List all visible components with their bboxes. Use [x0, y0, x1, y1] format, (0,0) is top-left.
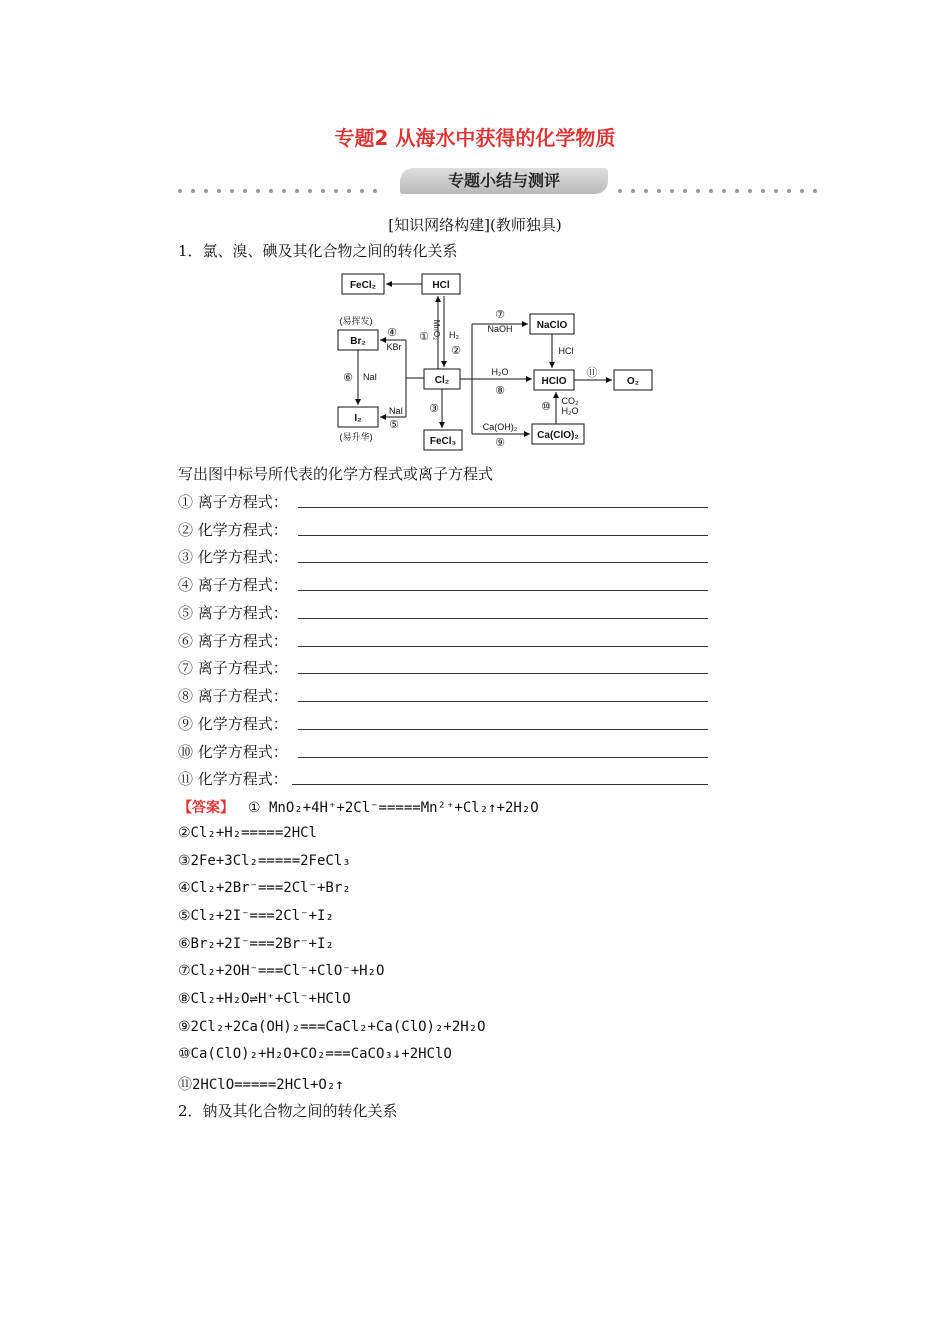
answer-8: ⑧Cl₂+H₂O⇌H⁺+Cl⁻+HClO [178, 991, 351, 1007]
fill-row-11 [178, 768, 288, 789]
reagent-hcl: HCl [558, 346, 574, 356]
num-8: ⑧ [495, 385, 505, 397]
note-volatile: (易挥发) [339, 316, 373, 326]
num-2: ② [451, 345, 461, 357]
fill-label-9: ⑨ 化学方程式： [178, 715, 288, 733]
fill-row-2 [178, 519, 288, 540]
label-br2: Br₂ [350, 336, 366, 347]
fill-label-6: ⑥ 离子方程式： [178, 632, 288, 650]
fill-blank-8[interactable] [298, 701, 708, 702]
label-hcl: HCl [432, 280, 450, 291]
fill-label-4: ④ 离子方程式： [178, 576, 288, 594]
num-11: ⑪ [586, 367, 598, 379]
fill-blank-2[interactable] [298, 535, 708, 536]
fill-row-7 [178, 657, 288, 678]
fill-label-1: ① 离子方程式： [178, 493, 288, 511]
answer-7: ⑦Cl₂+2OH⁻===Cl⁻+ClO⁻+H₂O [178, 963, 385, 979]
fill-row-9 [178, 713, 288, 734]
answer-line-1 [178, 797, 539, 817]
fill-label-7: ⑦ 离子方程式： [178, 659, 288, 677]
fill-blank-6[interactable] [298, 646, 708, 647]
label-fecl2: FeCl₂ [349, 280, 377, 291]
num-5: ⑤ [389, 419, 399, 431]
question-2: 2．钠及其化合物之间的转化关系 [178, 1102, 398, 1120]
note-sublime: (易升华) [339, 432, 373, 442]
label-fecl3: FeCl₃ [429, 436, 457, 447]
fill-blank-4[interactable] [298, 590, 708, 591]
instruction: 写出图中标号所代表的化学方程式或离子方程式 [178, 465, 494, 483]
conversion-diagram [330, 270, 660, 455]
fill-row-6 [178, 630, 288, 651]
fill-label-11: ⑪ 化学方程式： [178, 770, 288, 788]
answer-11: ⑪2HClO=====2HCl+O₂↑ [178, 1077, 344, 1093]
reagent-h2: H₂ [449, 330, 459, 340]
fill-label-8: ⑧ 离子方程式： [178, 687, 288, 705]
label-cl2: Cl₂ [434, 375, 450, 386]
section-banner [178, 168, 848, 194]
answer-2: ②Cl₂+H₂=====2HCl [178, 825, 317, 841]
fill-label-2: ② 化学方程式： [178, 521, 288, 539]
num-7: ⑦ [495, 309, 505, 321]
fill-row-3 [178, 546, 288, 567]
fill-blank-5[interactable] [298, 618, 708, 619]
fill-label-5: ⑤ 离子方程式： [178, 604, 288, 622]
answer-6: ⑥Br₂+2I⁻===2Br⁻+I₂ [178, 936, 334, 952]
fill-blank-10[interactable] [298, 757, 708, 758]
fill-blank-11[interactable] [292, 784, 708, 785]
reagent-h2o-2: H₂O [561, 406, 579, 416]
answer-3: ③2Fe+3Cl₂=====2FeCl₃ [178, 853, 351, 869]
num-1: ① [419, 331, 429, 343]
num-9: ⑨ [495, 437, 505, 449]
num-6: ⑥ [343, 372, 353, 384]
fill-row-8 [178, 685, 288, 706]
answer-5: ⑤Cl₂+2I⁻===2Cl⁻+I₂ [178, 908, 334, 924]
fill-row-5 [178, 602, 288, 623]
banner-dots-left [178, 180, 398, 182]
answer-4: ④Cl₂+2Br⁻===2Cl⁻+Br₂ [178, 880, 351, 896]
reagent-mno2: MnO₂ [432, 319, 441, 341]
answer-1: ① MnO₂+4H⁺+2Cl⁻=====Mn²⁺+Cl₂↑+2H₂O [248, 800, 539, 816]
label-hclo: HClO [541, 376, 567, 387]
section-subtitle: [知识网络构建](教师独具) [388, 216, 562, 234]
num-10: ⑩ [541, 401, 551, 413]
answer-label: 【答案】 [178, 800, 234, 816]
num-4: ④ [387, 327, 397, 339]
label-o2: O₂ [626, 376, 640, 387]
banner-label: 专题小结与测评 [400, 168, 608, 194]
question-1: 1．氯、溴、碘及其化合物之间的转化关系 [178, 242, 458, 260]
reagent-h2o: H₂O [491, 367, 509, 377]
reagent-caoh2: Ca(OH)₂ [482, 422, 518, 432]
reagent-naoh: NaOH [487, 324, 513, 334]
fill-label-3: ③ 化学方程式： [178, 548, 288, 566]
page-title: 专题2 从海水中获得的化学物质 [334, 126, 616, 150]
fill-blank-7[interactable] [298, 673, 708, 674]
fill-blank-3[interactable] [298, 562, 708, 563]
fill-blank-1[interactable] [298, 507, 708, 508]
label-i2: I₂ [354, 413, 362, 424]
fill-blank-9[interactable] [298, 729, 708, 730]
label-caclo2: Ca(ClO)₂ [537, 430, 579, 441]
label-naclo: NaClO [536, 320, 568, 331]
reagent-kbr: KBr [386, 342, 402, 352]
fill-row-1 [178, 491, 288, 512]
fill-row-4 [178, 574, 288, 595]
reagent-co2: CO₂ [561, 396, 579, 406]
reagent-nai-left: NaI [362, 372, 378, 382]
reagent-nai-bottom: NaI [388, 406, 404, 416]
fill-label-10: ⑩ 化学方程式： [178, 743, 288, 761]
answer-10: ⑩Ca(ClO)₂+H₂O+CO₂===CaCO₃↓+2HClO [178, 1046, 452, 1062]
banner-dots-right [618, 180, 848, 182]
answer-9: ⑨2Cl₂+2Ca(OH)₂===CaCl₂+Ca(ClO)₂+2H₂O [178, 1019, 486, 1035]
fill-row-10 [178, 741, 288, 762]
num-3: ③ [429, 403, 439, 415]
